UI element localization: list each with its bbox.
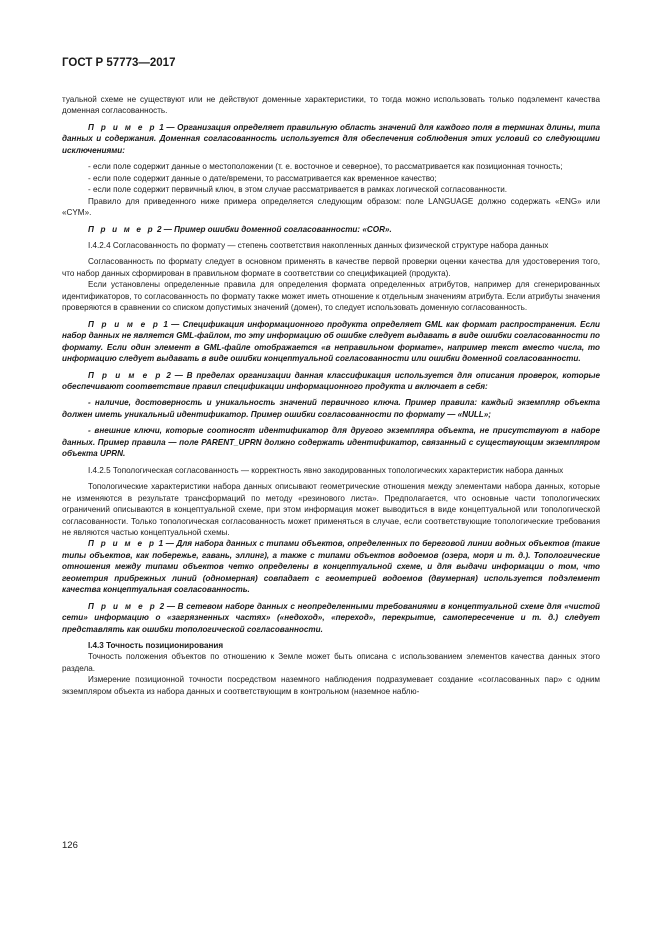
document-header: ГОСТ Р 57773—2017 (62, 57, 176, 69)
paragraph-text: Точность положения объектов по отношению к Земле может быть описана с использованием элементов качества данных этого раздела. (62, 652, 600, 673)
body-paragraph (62, 674, 600, 697)
paragraph-text: туальной схеме не существуют или не действуют доменные характеристики, то тогда можно использовать только подэлемент качества доменная согласованность. (62, 95, 600, 116)
example-paragraph (62, 122, 600, 156)
example-label: П р и м е р (88, 224, 155, 234)
paragraph-text: 2 — Пример ошибки доменной согласованности: «COR». (154, 224, 392, 234)
body-paragraph (62, 173, 600, 184)
body-paragraph (62, 240, 600, 251)
example-paragraph (62, 397, 600, 420)
example-label: П р и м е р (88, 601, 157, 611)
body-paragraph (62, 196, 600, 219)
paragraph-text: 1 — Спецификация информационного продукта определяет GML как формат распространения. Если набор данных не является GML-файлом, то эту информацию об ошибке следует выдавать в виде ошибки согласованности по формату. Если один элемент в GML-файле отображается «в неправильном формате», например текст вместо числа, то информацию следует выдавать в виде ошибки концептуальной согласованности или ошибки доменной согласованности. (62, 319, 601, 364)
example-paragraph (62, 425, 600, 459)
paragraph-text: - если поле содержит данные о местоположении (т. е. восточное и северное), то рассматривается как позиционная точность; (88, 162, 563, 172)
body-paragraph (62, 161, 600, 172)
body-paragraph (62, 481, 600, 538)
paragraph-text: Согласованность по формату следует в основном применять в качестве первой проверки оценки качества для удостоверения того, что набор данных сформирован в правильном формате в соответствии со спецификацией (продукта). (62, 257, 600, 278)
example-paragraph (62, 370, 600, 393)
example-paragraph (62, 224, 600, 235)
paragraph-text: - если поле содержит первичный ключ, в этом случае рассматривается в рамках логической согласованности. (88, 185, 507, 195)
section-heading (62, 640, 600, 651)
body-paragraph (62, 465, 600, 476)
example-label: П р и м е р (88, 319, 161, 329)
paragraph-text: - внешние ключи, которые соотносят идентификатор для другого экземпляра объекта, не присутствуют в наборе данных. Пример правила — поле PARENT_UPRN должно содержать идентификатор, связанный с существующим экземпляром объекта UPRN. (62, 426, 600, 459)
page-number: 126 (62, 840, 78, 851)
body-paragraph (62, 184, 600, 195)
example-label: П р и м е р (88, 370, 163, 380)
paragraph-text: - если поле содержит данные о дате/времени, то рассматривается как временное качество; (88, 173, 437, 183)
paragraph-text: - наличие, достоверность и уникальность значений первичного ключа. Пример правила: каждый экземпляр объекта должен иметь уникальный идентификатор. Пример ошибки согласованности по формату — «NULL»; (62, 398, 600, 419)
paragraph-text: Измерение позиционной точности посредством наземного наблюдения подразумевает создание «согласованных пар» с одним экземпляром объекта из набора данных и соответствующим в контрольном (наземное наблю- (62, 675, 600, 696)
paragraph-text: Если установлены определенные правила для определения формата определенных атрибутов, например для сгенерированных идентификаторов, то согласованность по формату также может иметь отношение к отдельным значениям атрибута. Если атрибуты значения проверяются в сравнении со списком допустимых значений (домен), то следует использовать доменную согласованность. (62, 280, 600, 313)
paragraph-text: Топологические характеристики набора данных описывают геометрические отношения между элементами набора данных, которые не изменяются в результате трансформаций по методу «резинового листа». Предполагается, что основные части топологических ограничений описываются в концептуальной схеме, при этом информация может выводиться в виде концептуальной или топологической согласованности. Только топологическая согласованность может применяться в случае, если соответствующие топологические требования не являются частью концептуальной схемы. (62, 482, 600, 537)
paragraph-text: 1 — Для набора данных с типами объектов, определенных по береговой линии водных объектов (такие типы объектов, как побережье, гавань, эллинг), а также с типами объектов водоемов (озера, моря и т. д.). Топологические отношения между типами объектов четко определены в концептуальной схеме, и для выдачи информации о том, что геометрия прибрежных линий (одномерная) совпадает с геометрией водоемов (двумерная) используется подэлемент качества концептуальная согласованность. (62, 539, 600, 595)
paragraph-text: Правило для приведенного ниже примера определяется следующим образом: поле LANGUAGE должно содержать «ENG» или «CYM». (62, 196, 600, 218)
paragraph-text: I.4.2.4 Согласованность по формату — степень соответствия накопленных данных физической структуре набора данных (88, 240, 549, 250)
paragraph-text: 2 — В сетевом наборе данных с неопределенными требованиями в концептуальной схеме для «чистой сети» информацию о «загрязненных частях» («недоход», «переход», перекрытие, самопересечение и т. д.) следует представлять как ошибки топологической согласованности. (62, 601, 601, 634)
body-paragraph (62, 94, 600, 117)
example-label: П р и м е р (88, 539, 157, 549)
body-paragraph (62, 256, 600, 279)
body-paragraph (62, 279, 600, 313)
paragraph-text: 1 — Организация определяет правильную область значений для каждого поля в терминах длины, типа данных и содержания. Доменная согласованность используется для обеспечения соблюдения этих условий со следующими исключениями: (62, 122, 600, 155)
paragraph-text: I.4.3 Точность позиционирования (88, 641, 224, 651)
paragraph-text: 2 — В пределах организации данная классификация используется для описания проверок, которые обеспечивают соответствие правил спецификации информационного продукта и включает в себя: (62, 370, 601, 391)
example-paragraph (62, 319, 600, 365)
paragraph-text: I.4.2.5 Топологическая согласованность — корректность явно закодированных топологических характеристик набора данных (88, 465, 564, 475)
example-paragraph (62, 538, 600, 595)
page-body (62, 94, 600, 697)
example-paragraph (62, 601, 600, 635)
body-paragraph (62, 651, 600, 674)
example-label: П р и м е р (88, 122, 157, 132)
